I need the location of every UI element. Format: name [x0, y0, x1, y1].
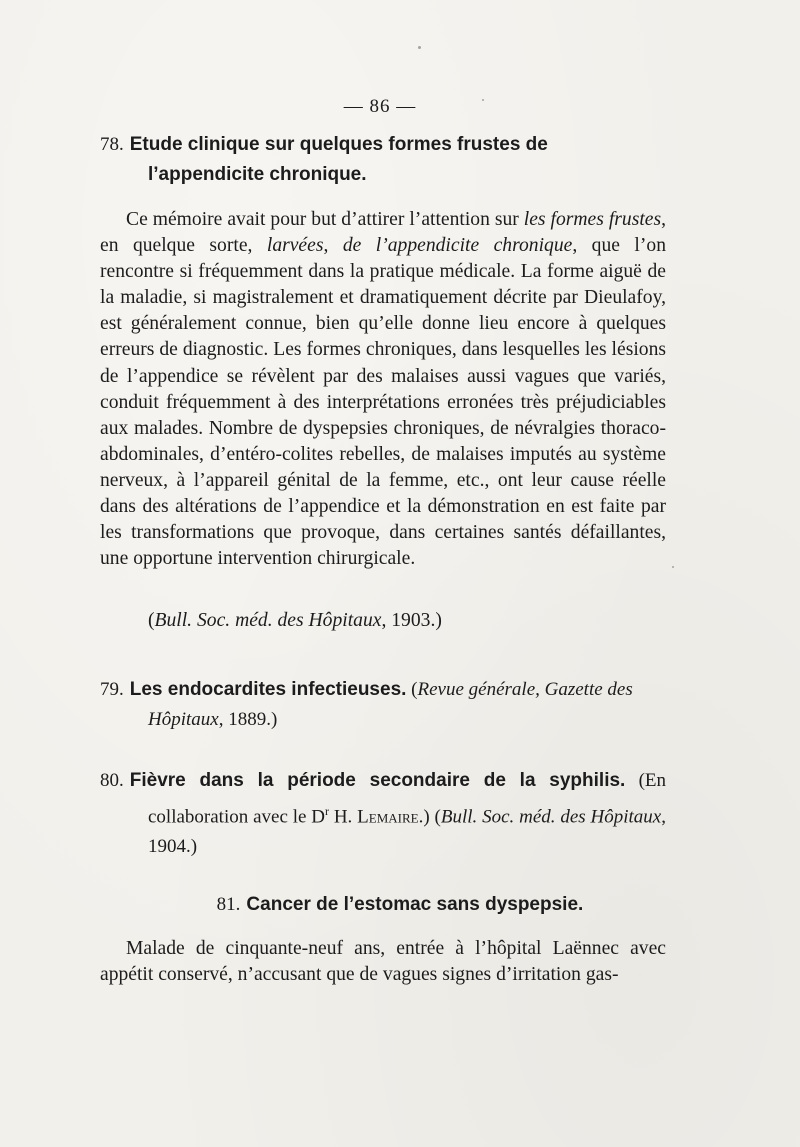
entry-78-reference [100, 608, 666, 634]
text-run: , que l’on rencontre si fréquemment dans la pratique médicale. La forme aiguë de la maladie, si magistralement et dramatiquement décrite par Dieulafoy, est généralement connue, bien qu’elle donne lieu encore à quelques erreurs de diagnostic. Les formes chroniques, dans lesquelles les lésions de l’appendice se révèlent par des malaises aussi vagues que variés, conduit fréquemment à des interprétations erronées très préjudiciables aux malades. Nombre de dyspepsies chroniques, de névralgies thoraco-abdominales, d’entéro-colites rebelles, de malaises imputés au système nerveux, à l’appareil génital de la femme, etc., ont leur cause réelle dans des altérations de l’appendice et la démonstration en est faite par les transformations que provoque, dans certaines santés défaillantes, une opportune intervention chirurgicale. [100, 235, 666, 570]
journal-title: Bull. Soc. méd. des Hôpitaux [154, 610, 382, 631]
entry-80 [100, 766, 666, 862]
text-run: , 1904.) [148, 806, 666, 858]
journal-title: Revue générale, Gazette des Hôpitaux [148, 679, 633, 730]
entry-78-body [100, 207, 666, 572]
entry-78 [100, 130, 666, 190]
collaborator-name: Lemaire [357, 806, 419, 828]
entry-79 [100, 675, 666, 735]
entry-78-citation [100, 608, 666, 634]
text-run: (En collaboration avec le D [148, 770, 667, 828]
entry-81-number: 81. [216, 894, 241, 915]
entry-79-heading [100, 675, 666, 735]
entry-81-title: Cancer de l’estomac sans dyspepsie. [246, 894, 584, 915]
scan-speck [418, 46, 421, 49]
entry-79-title: Les endocardites infectieuses. [129, 679, 407, 700]
journal-title: Bull. Soc. méd. des Hôpitaux [440, 806, 662, 828]
entry-78-title: Etude clinique sur quelques formes frustes de l’appendicite chronique. [129, 134, 548, 185]
text-run: , en quelque sorte, [100, 209, 667, 257]
scan-speck [672, 566, 674, 568]
text-run: Ce mémoire avait pour but d’attirer l’attention sur [126, 209, 524, 230]
entry-81-body [100, 936, 666, 988]
entry-78-number: 78. [100, 134, 124, 155]
entry-80-title: Fièvre dans la période secondaire de la syphilis. [129, 770, 626, 791]
entry-78-heading [100, 130, 666, 190]
entry-80-heading [100, 766, 666, 862]
page-number: — 86 — [343, 96, 417, 117]
italic-run: de l’appendicite chronique [342, 235, 573, 257]
text-run: ( [406, 679, 418, 700]
scan-speck [482, 99, 484, 101]
italic-run: les formes frustes [523, 209, 662, 230]
text-run: , 1889.) [218, 709, 278, 730]
entry-81-paragraph: Malade de cinquante-neuf ans, entrée à l’hôpital Laënnec avec appétit conservé, n’accusant que de vagues signes d’irritation gas- [100, 938, 666, 986]
text-run: , 1903.) [381, 610, 442, 631]
entry-79-number: 79. [100, 679, 124, 700]
text-run: H. [329, 806, 358, 828]
text-run: ( [148, 610, 155, 631]
text-run: , [323, 235, 343, 257]
entry-81 [100, 890, 666, 920]
entry-80-number: 80. [100, 770, 124, 791]
superscript: r [325, 804, 329, 818]
italic-run: larvées [266, 235, 324, 257]
entry-81-heading [100, 890, 666, 920]
text-run: .) ( [418, 806, 441, 828]
entry-78-paragraph [100, 207, 666, 572]
